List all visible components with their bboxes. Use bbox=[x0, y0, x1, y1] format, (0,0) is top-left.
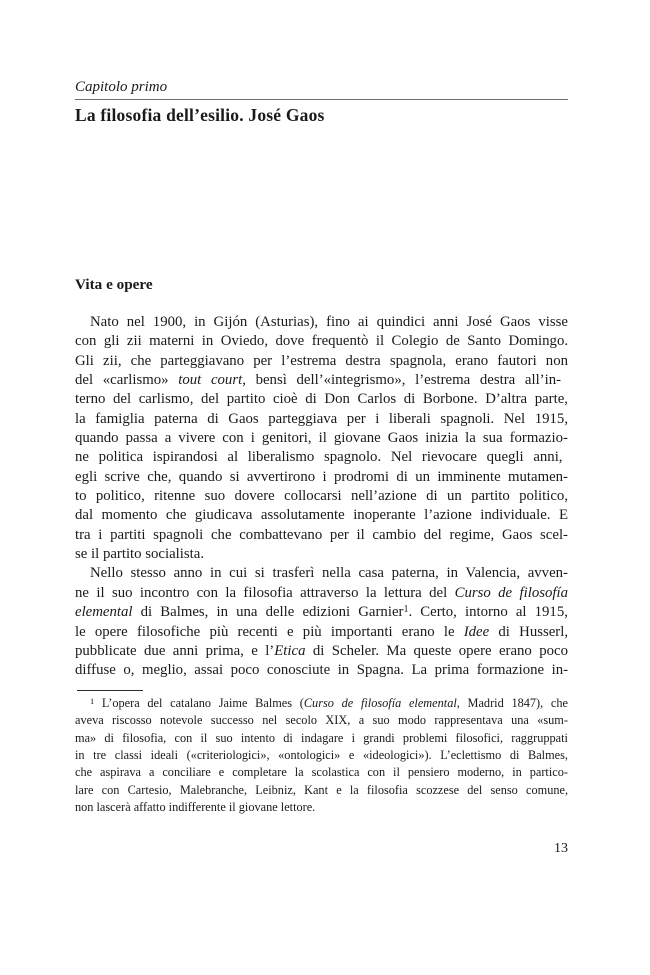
text-line bbox=[75, 799, 568, 816]
text-line-content bbox=[75, 662, 568, 678]
text-line-content bbox=[75, 546, 204, 562]
text-line bbox=[75, 603, 568, 622]
text-line bbox=[75, 564, 568, 583]
text-line-content bbox=[75, 449, 563, 465]
text-line-content bbox=[75, 353, 568, 369]
text-segment: Nato nel 1900, in Gijón (Asturias), fino ai quindici anni José Gaos visse bbox=[90, 314, 568, 330]
text-segment: . Certo, intorno al 1915, bbox=[408, 604, 568, 621]
text-segment: aveva riscosso notevole successo nel secolo XIX, a suo modo rappresentava una «sum- bbox=[75, 713, 568, 728]
text-segment: di Husserl, bbox=[489, 623, 569, 640]
header-rule bbox=[75, 99, 568, 100]
text-segment: ne il suo incontro con la filosofia attraverso la lettura del bbox=[75, 584, 455, 601]
text-segment: ne politica ispirandosi al liberalismo spagnolo. Nel rievocare quegli anni, bbox=[75, 449, 563, 466]
text-line-content bbox=[90, 565, 568, 581]
text-line-content bbox=[75, 333, 568, 349]
text-segment: Nello stesso anno in cui si trasferì nella casa paterna, in Valencia, avven- bbox=[90, 565, 568, 582]
text-line-content bbox=[75, 765, 568, 779]
text-segment: , bensì dell’«integrismo», l’estrema destra all’in- bbox=[242, 372, 562, 389]
text-line bbox=[75, 410, 568, 429]
text-line-content bbox=[75, 713, 568, 727]
text-line bbox=[75, 487, 568, 506]
text-line-content bbox=[75, 411, 568, 427]
text-segment: tout court bbox=[178, 372, 243, 389]
text-segment: Curso de filosofía bbox=[454, 584, 569, 601]
text-segment: non lascerà affatto indifferente il giovane lettore. bbox=[75, 800, 316, 815]
text-segment: ma» di filosofia, con il suo intento di indagare i grandi problemi filosofici, raggruppati bbox=[75, 730, 568, 745]
text-segment: to politico, ritenne suo dovere collocarsi nell’azione di un partito politico, bbox=[75, 488, 568, 505]
text-line-content bbox=[75, 488, 568, 504]
text-line bbox=[75, 468, 568, 487]
text-line-content bbox=[75, 469, 568, 485]
text-segment: dal momento che giudicava assolutamente inoperante l’azione individuale. E bbox=[75, 507, 569, 524]
text-segment: Gli zii, che parteggiavano per l’estrema destra spagnola, erano fautori non bbox=[75, 352, 568, 369]
text-segment: , Madrid 1847), che bbox=[456, 696, 568, 710]
text-line-content bbox=[75, 604, 568, 620]
text-line-content bbox=[75, 507, 568, 523]
text-line bbox=[75, 782, 568, 799]
text-line-content bbox=[75, 783, 568, 797]
text-line bbox=[75, 313, 568, 332]
text-segment: la famiglia paterna di Gaos parteggiava per i liberali spagnoli. Nel 1915, bbox=[75, 410, 569, 427]
text-segment: diffuse o, meglio, assai poco conosciute in Spagna. La prima formazione in- bbox=[75, 662, 569, 679]
text-segment: se il partito socialista. bbox=[75, 546, 205, 563]
page-header bbox=[75, 78, 568, 126]
text-segment: con gli zii materni in Oviedo, dove frequentò il Colegio de Santo Domingo. bbox=[75, 333, 569, 350]
text-line-content bbox=[90, 314, 568, 330]
text-segment: tra i partiti spagnoli che combattevano per il cambio del regime, Gaos scel- bbox=[75, 526, 568, 543]
text-line bbox=[75, 371, 568, 390]
text-line bbox=[75, 584, 568, 603]
text-line-content bbox=[75, 643, 568, 659]
text-line bbox=[75, 695, 568, 712]
text-line bbox=[75, 429, 568, 448]
text-line bbox=[75, 448, 568, 467]
text-line-content bbox=[75, 731, 568, 745]
text-line-content bbox=[75, 527, 568, 543]
text-line bbox=[75, 545, 568, 564]
section-heading: Vita e opere bbox=[75, 276, 153, 293]
text-line bbox=[75, 623, 568, 642]
text-segment: L’opera del catalano Jaime Balmes ( bbox=[94, 696, 304, 710]
text-segment: in tre classi ideali («criteriologici», «ontologici» e «ideologici»). L’eclettismo di Balmes, bbox=[75, 748, 568, 763]
footnote bbox=[75, 695, 568, 816]
text-segment: lare con Cartesio, Malebranche, Leibniz, Kant e la filosofia scozzese del senso comune, bbox=[75, 782, 569, 797]
text-line-content bbox=[75, 585, 568, 601]
text-line bbox=[75, 642, 568, 661]
text-segment: Curso de filosofía elemental bbox=[303, 696, 457, 710]
text-line bbox=[75, 352, 568, 371]
text-segment: del «carlismo» bbox=[75, 372, 179, 389]
text-line bbox=[75, 390, 568, 409]
text-line bbox=[75, 506, 568, 525]
text-segment: egli scrive che, quando si avvertirono i prodromi di un imminente mutamen- bbox=[75, 468, 568, 485]
text-line-content bbox=[90, 696, 568, 710]
text-line-content bbox=[75, 391, 568, 407]
chapter-title: La filosofia dell’esilio. José Gaos bbox=[75, 105, 325, 125]
text-segment: di Balmes, in una delle edizioni Garnier bbox=[132, 604, 404, 621]
text-line-content bbox=[75, 430, 568, 446]
text-line-content bbox=[75, 372, 561, 388]
footnote-rule bbox=[77, 690, 143, 691]
text-line-content bbox=[75, 624, 568, 640]
text-line bbox=[75, 747, 568, 764]
text-segment: che aspirava a conciliare e completare la scolastica con il pensiero moderno, in partico- bbox=[75, 765, 568, 780]
text-line-content bbox=[75, 748, 568, 762]
text-line bbox=[75, 526, 568, 545]
text-segment: terno del carlismo, del partito cioè di Don Carlos di Borbone. D’altra parte, bbox=[75, 391, 568, 408]
text-line bbox=[75, 764, 568, 781]
text-line bbox=[75, 332, 568, 351]
footnote-marker: 1 bbox=[90, 696, 95, 706]
text-line bbox=[75, 712, 568, 729]
text-line bbox=[75, 661, 568, 680]
text-segment: le opere filosofiche più recenti e più importanti erano le bbox=[75, 623, 464, 640]
text-segment: Idee bbox=[463, 623, 490, 640]
text-segment: quando passa a vivere con i genitori, il giovane Gaos inizia la sua formazio- bbox=[75, 430, 568, 447]
text-line bbox=[75, 730, 568, 747]
text-segment: di Scheler. Ma queste opere erano poco bbox=[305, 642, 568, 659]
page-number: 13 bbox=[554, 841, 568, 856]
chapter-label: Capitolo primo bbox=[75, 79, 168, 95]
text-segment: pubblicate due anni prima, e l’ bbox=[75, 642, 275, 659]
text-line-content bbox=[75, 800, 315, 814]
footnote-marker: 1 bbox=[403, 604, 409, 616]
text-segment: elemental bbox=[75, 604, 133, 621]
text-segment: Etica bbox=[274, 642, 306, 659]
body-text bbox=[75, 313, 568, 681]
